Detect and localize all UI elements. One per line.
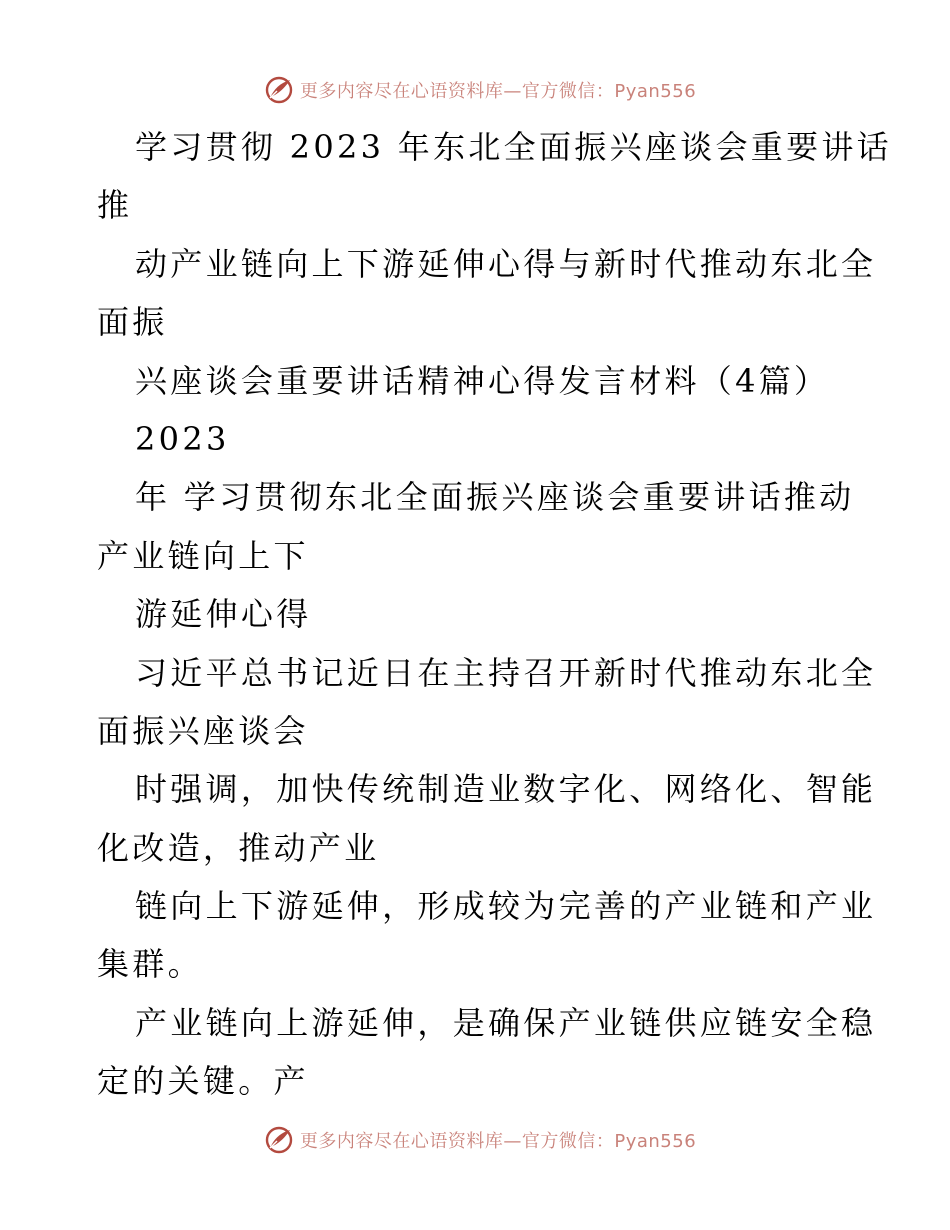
header-banner [0, 70, 950, 110]
text-line: 面振 [97, 303, 168, 342]
header-banner-content [264, 75, 696, 105]
text-line: 2023 [135, 419, 230, 458]
footer-banner [0, 1120, 950, 1160]
footer-banner-text: 更多内容尽在心语资料库—官方微信：Pyan556 [299, 1131, 697, 1152]
quill-pen-logo-icon [264, 75, 294, 105]
footer-banner-content [264, 1125, 696, 1155]
text-line: 链向上下游延伸，形成较为完善的产业链和产业 [135, 887, 877, 926]
text-line: 产业链向上游延伸，是确保产业链供应链安全稳 [135, 1003, 877, 1042]
text-line: 习近平总书记近日在主持召开新时代推动东北全 [135, 653, 877, 692]
text-line: 年 学习贯彻东北全面振兴座谈会重要讲话推动 [135, 478, 855, 517]
text-line: 时强调，加快传统制造业数字化、网络化、智能 [135, 770, 877, 809]
text-line: 面振兴座谈会 [97, 711, 309, 750]
text-line: 定的关键。产 [97, 1062, 309, 1101]
header-banner-text: 更多内容尽在心语资料库—官方微信：Pyan556 [299, 81, 697, 102]
text-line: 集群。 [97, 945, 203, 984]
text-line: 游延伸心得 [135, 595, 312, 634]
document-body [97, 118, 892, 1111]
text-line: 动产业链向上下游延伸心得与新时代推动东北全 [135, 244, 877, 283]
text-line: 产业链向上下 [97, 536, 309, 575]
quill-pen-logo-icon [264, 1125, 294, 1155]
text-line: 推 [97, 186, 133, 225]
text-line: 兴座谈会重要讲话精神心得发言材料（4篇） [135, 361, 830, 400]
text-line: 学习贯彻 2023 年东北全面振兴座谈会重要讲话 [135, 128, 892, 166]
text-line: 化改造，推动产业 [97, 828, 380, 867]
